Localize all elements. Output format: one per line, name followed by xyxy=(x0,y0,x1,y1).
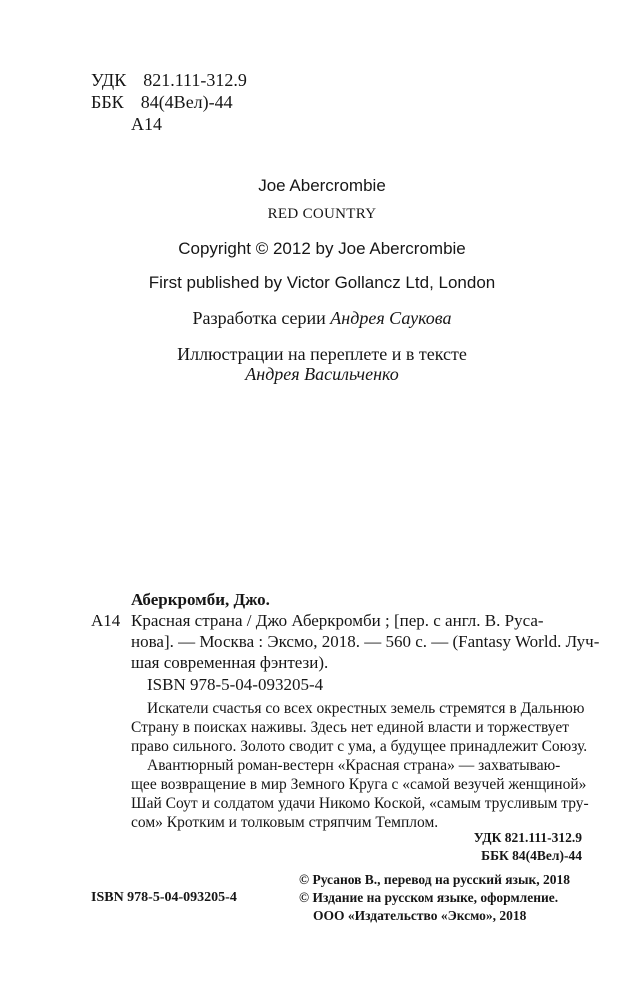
series-design-prefix: Разработка серии xyxy=(192,308,326,328)
copyright-line-3: ООО «Издательство «Эксмо», 2018 xyxy=(313,908,527,923)
annotation-p2-line-2: щее возвращение в мир Земного Круга с «самой везучей женщиной» xyxy=(131,776,587,793)
catalog-line-3: шая современная фэнтези). xyxy=(131,653,329,672)
bbk-value: 84(4Вел)-44 xyxy=(140,92,233,112)
illustrations-line: Иллюстрации на переплете и в тексте xyxy=(177,344,467,364)
bbk-line xyxy=(91,92,233,112)
copyright-line-2: © Издание на русском языке, оформление. xyxy=(299,890,559,905)
copyright-notice: Copyright © 2012 by Joe Abercrombie xyxy=(178,239,466,258)
udk-value: 821.111-312.9 xyxy=(143,70,247,90)
annotation-p1-line-1: Искатели счастья со всех окрестных земель стремятся в Дальнюю xyxy=(147,700,585,717)
catalog-author-heading: Аберкромби, Джо. xyxy=(131,590,270,609)
bbk-footer: ББК 84(4Вел)-44 xyxy=(481,848,582,863)
annotation-p1-line-2: Страну в поисках наживы. Здесь нет единой власти и торжествует xyxy=(131,719,569,736)
annotation-p2-line-4: сом» Кротким и толковым стряпчим Темплом. xyxy=(131,814,439,831)
catalog-line-2: нова]. — Москва : Эксмо, 2018. — 560 с. — (Fantasy World. Луч- xyxy=(131,632,600,651)
catalog-line-1: Красная страна / Джо Аберкромби ; [пер. с англ. В. Руса- xyxy=(131,611,544,630)
catalog-cutter: А14 xyxy=(91,611,121,630)
annotation-p2-line-1: Авантюрный роман-вестерн «Красная страна» — захватываю- xyxy=(147,757,561,774)
first-published: First published by Victor Gollancz Ltd, London xyxy=(148,273,496,292)
bbk-label: ББК xyxy=(91,92,124,112)
udk-label: УДК xyxy=(91,70,127,90)
udk-line xyxy=(91,70,247,90)
cutter-code: А14 xyxy=(131,114,162,134)
catalog-isbn: ISBN 978-5-04-093205-4 xyxy=(147,675,324,694)
copyright-line-1: © Русанов В., перевод на русский язык, 2018 xyxy=(299,872,571,887)
annotation-p1-line-3: право сильного. Золото сводит с ума, а будущее принадлежит Союзу. xyxy=(131,738,588,755)
isbn-footer: ISBN 978-5-04-093205-4 xyxy=(91,890,237,905)
original-title: RED COUNTRY xyxy=(267,206,377,222)
series-design-name: Андрея Саукова xyxy=(330,308,452,328)
series-design xyxy=(0,307,644,329)
illustrations-name: Андрея Васильченко xyxy=(245,364,399,384)
annotation-p2-line-3: Шай Соут и солдатом удачи Никомо Коской, «самым трусливым тру- xyxy=(131,795,589,812)
original-author: Joe Abercrombie xyxy=(258,176,386,195)
udk-footer: УДК 821.111-312.9 xyxy=(473,830,582,845)
